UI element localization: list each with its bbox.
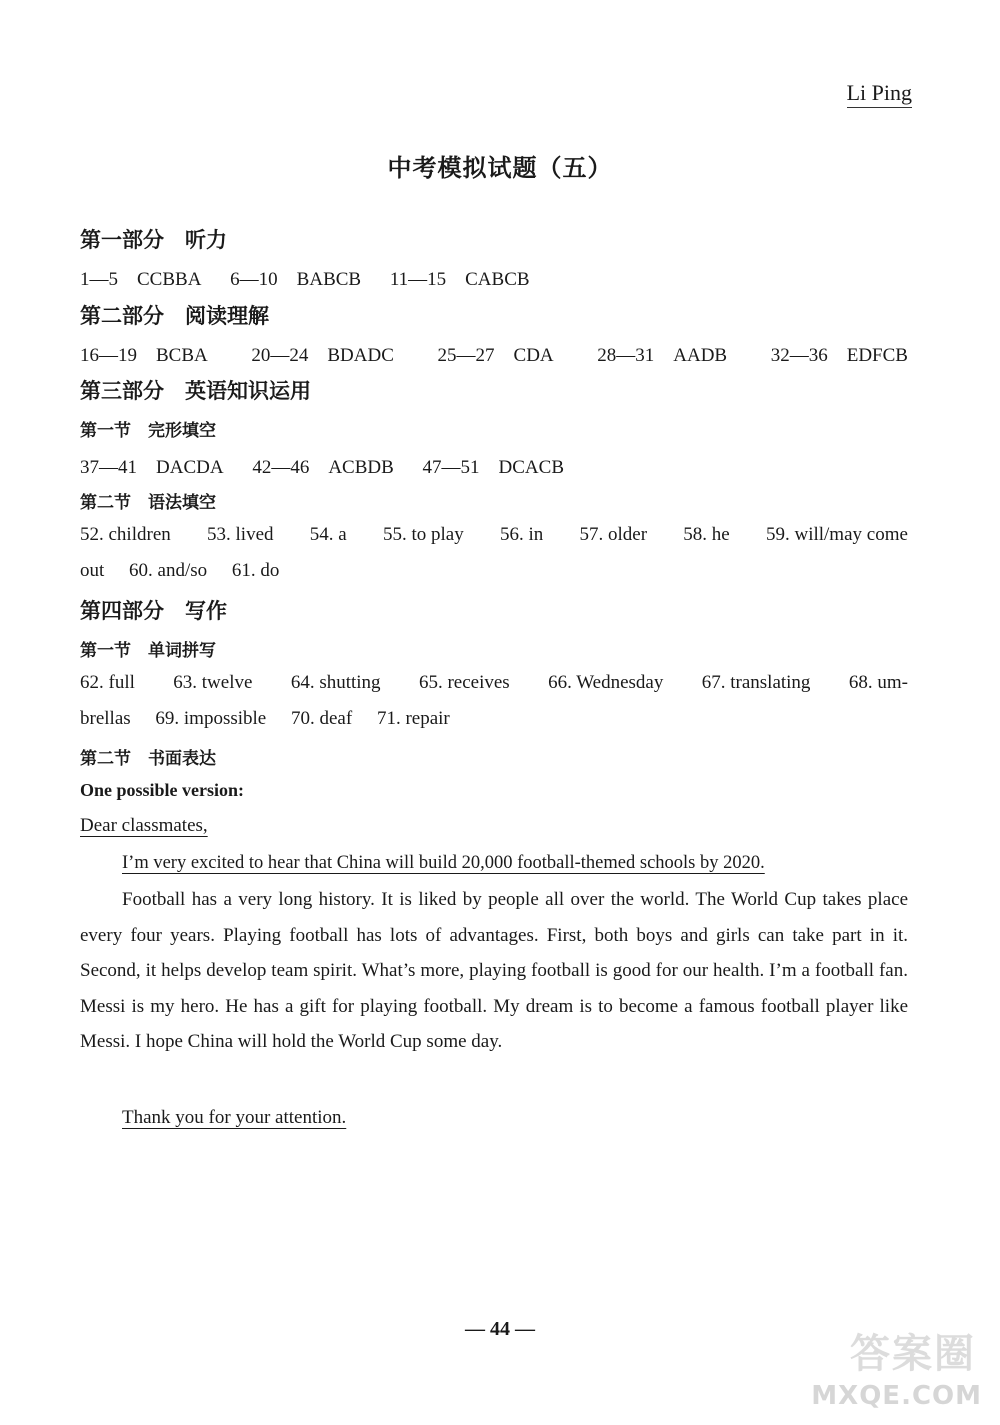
answer-group: 6—10 BABCB	[230, 269, 362, 290]
answer-group: 47—51 DCACB	[422, 457, 564, 478]
part4-section2-heading: 第二节 书面表达	[80, 749, 216, 769]
answer-item: brellas	[80, 708, 131, 729]
answer-item: 56. in	[499, 524, 544, 545]
part4-section1-line1	[80, 672, 908, 694]
answer-group: 1—5 CCBBA	[80, 269, 202, 290]
answer-group: 37—41 DACDA	[80, 457, 224, 478]
answer-item: 59. will/may come	[765, 524, 908, 545]
part3-section1-heading: 第一节 完形填空	[80, 421, 216, 441]
watermark-logo	[730, 1327, 990, 1419]
answer-item: 66. Wednesday	[548, 672, 664, 693]
essay-salutation	[80, 815, 208, 837]
answer-group: 16—19 BCBA	[80, 345, 208, 366]
essay-closing	[80, 1100, 908, 1136]
answer-item: 63. twelve	[173, 672, 253, 693]
salutation-text: Dear classmates,	[80, 815, 208, 836]
answer-item: 54. a	[309, 524, 347, 545]
answer-item: 64. shutting	[290, 672, 381, 693]
part2-answers	[80, 340, 908, 367]
watermark-cn: 答案圈	[850, 1331, 976, 1377]
opening-text: I’m very excited to hear that China will build 20,000 football-themed schools by 2020.	[122, 853, 765, 873]
part3-section2-line2	[80, 560, 279, 582]
answer-item: 53. lived	[207, 524, 274, 545]
part1-heading: 第一部分 听力	[80, 228, 227, 252]
answer-group: 20—24 BDADC	[251, 345, 394, 366]
part4-section1-line2	[80, 708, 450, 730]
part3-section1-answers	[80, 452, 564, 479]
answer-group: 25—27 CDA	[437, 345, 554, 366]
watermark-en: MXQE.COM	[811, 1381, 982, 1411]
answer-item: 71. repair	[376, 708, 450, 729]
page-title: 中考模拟试题（五）	[387, 154, 613, 182]
answer-item: 57. older	[579, 524, 648, 545]
answer-item: 70. deaf	[291, 708, 353, 729]
answer-item: 65. receives	[418, 672, 510, 693]
answer-item: 69. impossible	[155, 708, 267, 729]
part3-section2-line1	[80, 524, 908, 546]
answer-item: 67. translating	[701, 672, 811, 693]
answer-item: 58. he	[683, 524, 730, 545]
answer-item: 68. um-	[848, 672, 908, 693]
answer-item: 60. and/so	[129, 560, 208, 581]
part4-heading: 第四部分 写作	[80, 599, 227, 623]
answer-group: 11—15 CABCB	[389, 269, 530, 290]
answer-group: 28—31 AADB	[597, 345, 728, 366]
answer-item: 52. children	[80, 524, 171, 545]
answer-item: 62. full	[80, 672, 135, 693]
essay-opening	[80, 846, 908, 882]
part1-answers	[80, 264, 530, 291]
student-name: Li Ping	[847, 80, 912, 108]
part2-heading: 第二部分 阅读理解	[80, 304, 269, 328]
closing-text: Thank you for your attention.	[122, 1107, 347, 1128]
part4-section1-heading: 第一节 单词拼写	[80, 641, 216, 661]
part3-heading: 第三部分 英语知识运用	[80, 379, 311, 403]
answer-group: 32—36 EDFCB	[770, 345, 908, 366]
essay-body: Football has a very long history. It is liked by people all over the world. The World Cup takes place every four years. Playing football has lots of advantages. First, both boys and girls can take part in it. Second, it helps develop team spirit. What’s more, playing football is good for our health. I’m a football fan. Messi is my hero. He has a gift for playing football. My dream is to become a famous football player like Messi. I hope China will hold the World Cup some day.	[80, 889, 908, 1052]
part3-section2-heading: 第二节 语法填空	[80, 493, 216, 513]
answer-item: 61. do	[231, 560, 280, 581]
answer-item: 55. to play	[382, 524, 464, 545]
answer-item: out	[80, 560, 105, 581]
answer-group: 42—46 ACBDB	[252, 457, 394, 478]
version-label: One possible version:	[80, 780, 245, 800]
page-number: — 44 —	[465, 1318, 535, 1340]
